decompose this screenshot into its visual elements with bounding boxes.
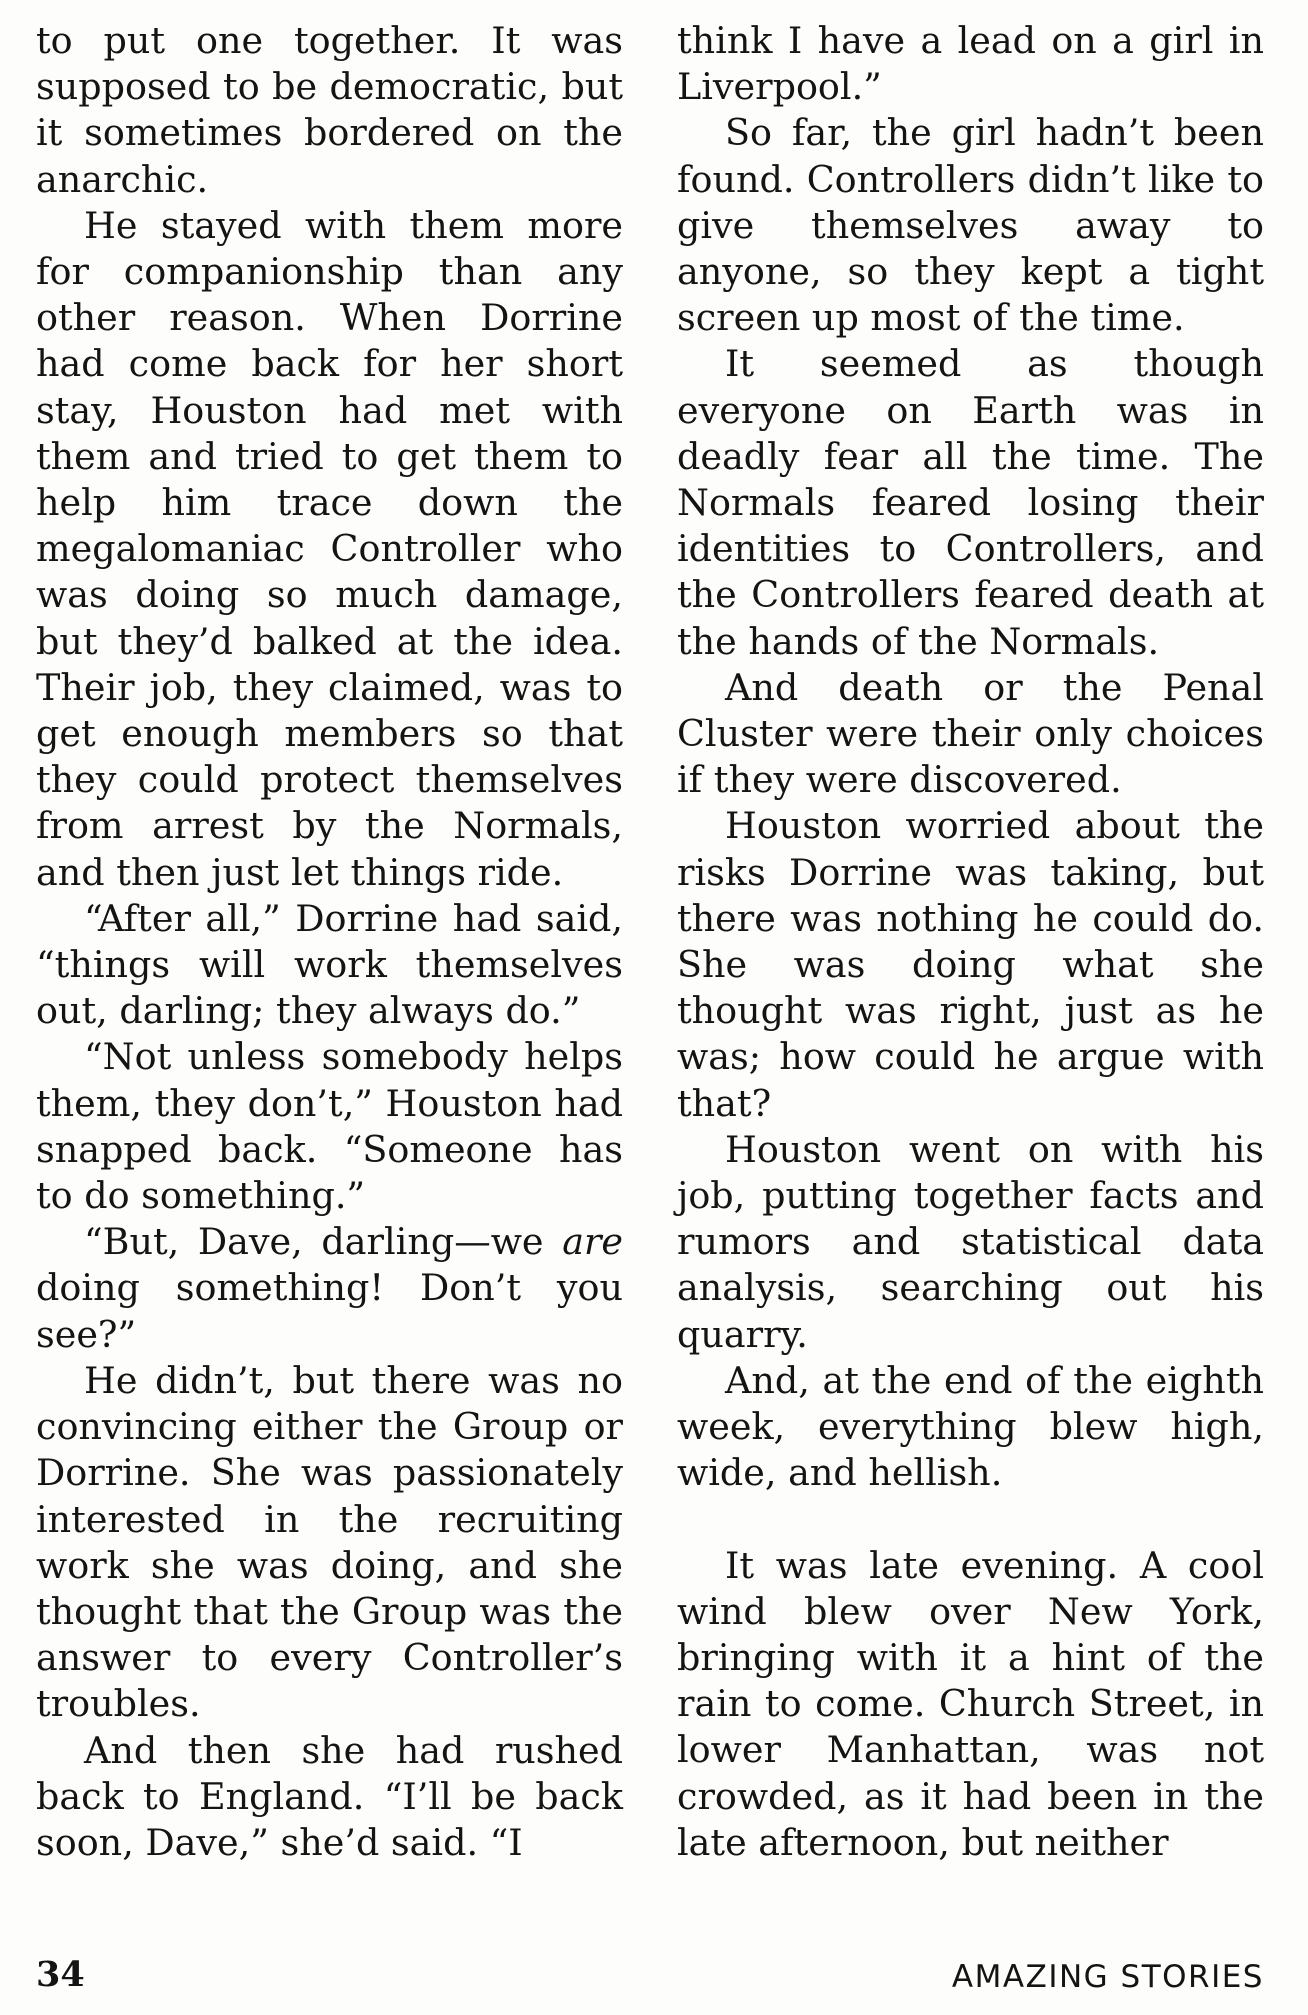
section-paragraph: It was late evening. A cool wind blew over New York, bringing with it a hint of the rain to come. Church Street, in lower Manhattan, was not crowded, as it had been in the late afternoon, but neither bbox=[677, 1543, 1264, 1864]
paragraph: It seemed as though everyone on Earth was in deadly fear all the time. The Normals feared losing their identities to Controllers, and the Controllers feared death at the hands of the Normals. bbox=[677, 342, 1264, 663]
emphasis-text: are bbox=[562, 1220, 623, 1264]
page-number: 34 bbox=[36, 1954, 85, 1995]
paragraph: Houston worried about the risks Dorrine was taking, but there was nothing he could do. She was doing what she thought was right, just as he was; how could he argue with that? bbox=[677, 804, 1264, 1125]
text-run: “But, Dave, darling—we bbox=[84, 1220, 563, 1264]
paragraph: And then she had rushed back to England. “I’ll be back soon, Dave,” she’d said. “I bbox=[36, 1728, 623, 1864]
paragraph: So far, the girl hadn’t been found. Controllers didn’t like to give themselves away to anyone, so they kept a tight screen up most of the time. bbox=[677, 111, 1264, 340]
paragraph: And, at the end of the eighth week, everything blew high, wide, and hellish. bbox=[677, 1358, 1264, 1495]
right-column bbox=[677, 18, 1264, 1866]
paragraph: to put one together. It was supposed to be democratic, but it sometimes bordered on the anarchic. bbox=[36, 19, 623, 201]
left-column bbox=[36, 18, 623, 1866]
magazine-title: AMAZING STORIES bbox=[951, 1959, 1264, 1995]
paragraph: He stayed with them more for companionship than any other reason. When Dorrine had come back for her short stay, Houston had met with them and tried to get them to help him trace down the megalomaniac Controller who was doing so much damage, but they’d balked at the idea. Their job, they claimed, was to get enough members so that they could protect themselves from arrest by the Normals, and then just let things ride. bbox=[36, 203, 623, 894]
paragraph bbox=[36, 1219, 623, 1358]
paragraph: think I have a lead on a girl in Liverpool.” bbox=[677, 19, 1264, 109]
paragraph: He didn’t, but there was no convincing either the Group or Dorrine. She was passionately interested in the recruiting work she was doing, and she thought that the Group was the answer to every Controller’s troubles. bbox=[36, 1358, 623, 1726]
paragraph: Houston went on with his job, putting together facts and rumors and statistical data analysis, searching out his quarry. bbox=[677, 1127, 1264, 1356]
paragraph: “After all,” Dorrine had said, “things will work themselves out, darling; they always do.” bbox=[36, 896, 623, 1033]
paragraph: “Not unless somebody helps them, they don’t,” Houston had snapped back. “Someone has to do something.” bbox=[36, 1035, 623, 1218]
text-run: doing something! Don’t you see?” bbox=[36, 1266, 623, 1356]
paragraph: And death or the Penal Cluster were their only choices if they were discovered. bbox=[677, 665, 1264, 802]
